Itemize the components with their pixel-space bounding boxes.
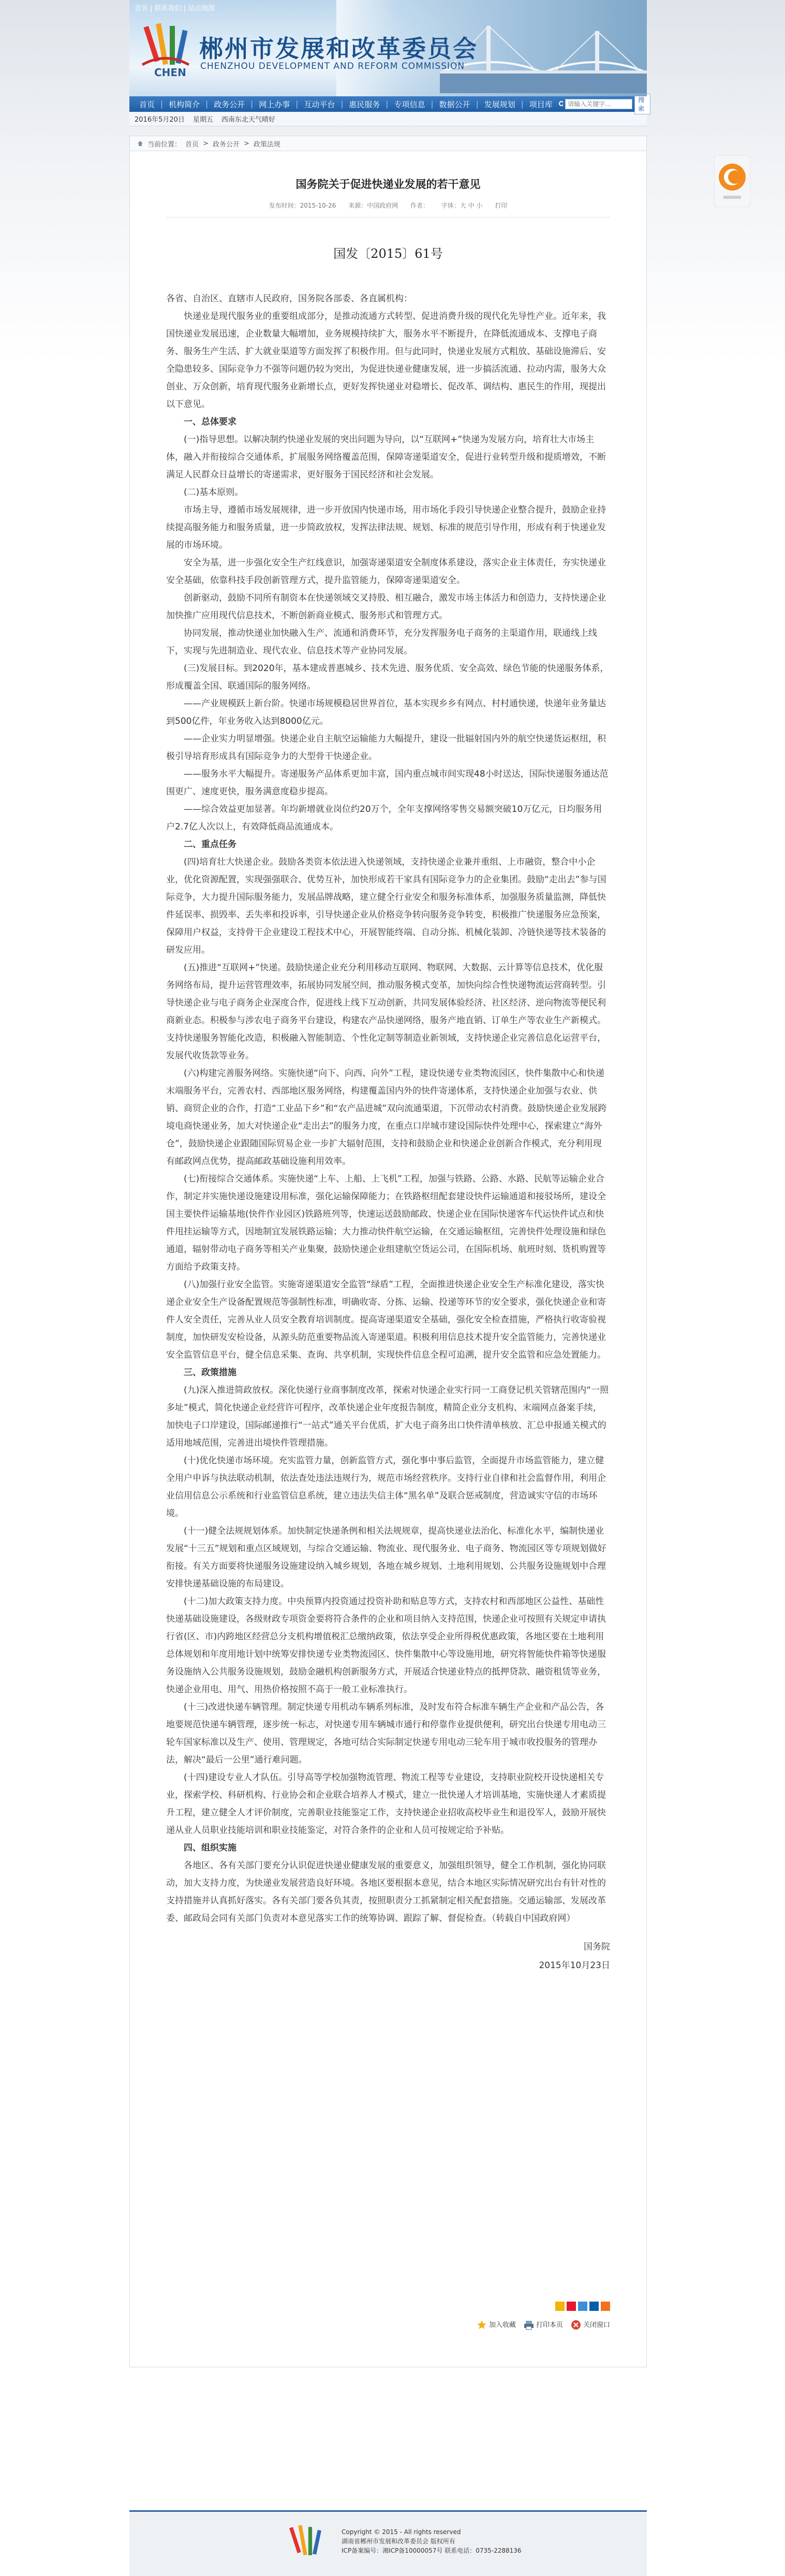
home-icon (137, 140, 143, 147)
article-paragraph: (十四)建设专业人才队伍。引导高等学校加强物流管理、物流工程等专业建设，支持职业院校开设快递相关专业，探索学校、科研机构、行业协会和企业联合培养人才模式，建立一批快递人才培训基地，实施快递人才素质提升工程，建立健全人才评价制度，完善职业技能鉴定工作，支持快递企业招收高校毕业生和退役军人，鼓励开展快递从业人员职业技能培训和职业技能鉴定，对符合条件的企业和人员可按规定给予补贴。 (166, 1772, 606, 1836)
search-button[interactable]: 搜索 (634, 94, 650, 114)
floating-badge-icon[interactable] (714, 155, 750, 207)
article-paragraph: ——产业规模跃上新台阶。快递市场规模稳居世界首位，基本实现乡乡有网点、村村通快递，快递年业务量达到500亿件，年业务收入达到8000亿元。 (166, 698, 606, 726)
article-container (129, 151, 647, 2367)
page-wrapper (129, 0, 647, 2367)
nav-item-home[interactable]: 首页 (139, 99, 155, 109)
article-paragraph: 快递业是现代服务业的重要组成部分，是推动流通方式转型、促进消费升级的现代化先导性产业。近年来，我国快递业发展迅速，企业数量大幅增加，业务规模持续扩大，服务水平不断提升，在降低流通成本、支撑电子商务、服务生产生活、扩大就业渠道等方面发挥了积极作用。但与此同时，快递业发展方式粗放、基础设施滞后、安全隐患较多、国际竞争力不强等问题仍较为突出，为促进快递业健康发展，进一步搞活流通、拉动内需，服务大众创业、万众创新，培育现代服务业新增长点，更好发挥快递业对稳增长、促改革、调结构、惠民生的作用，现提出以下意见。 (166, 311, 606, 410)
article-title: 国务院关于促进快递业发展的若干意见 (295, 178, 481, 191)
site-header (129, 0, 647, 96)
footer-sponsor: 湖南省郴州市发展和改革委员会 版权所有 (342, 2538, 455, 2545)
nav-item-special[interactable]: 专项信息 (394, 99, 425, 109)
share-renren-icon[interactable] (589, 2302, 599, 2311)
signature-issuer: 国务院 (584, 1942, 610, 1952)
breadcrumb-label: 当前位置： (147, 140, 182, 149)
footer-address: ICP备案编号：湘ICP备10000057号 联系电话：0735-2288136 (342, 2547, 522, 2554)
site-subtitle: CHENZHOU DEVELOPMENT AND REFORM COMMISSION (200, 61, 465, 71)
article-paragraph: (七)衔接综合交通体系。实施快递“上车、上船、上飞机”工程，加强与铁路、公路、水路、民航等运输企业合作，制定并实施快递设施建设用标准，强化运输保障能力；在铁路枢纽配套建设快件运输通道和接驳场所，建设全国主要快件运输基地(快件作业园区)铁路班列等，快速运送鼓励邮政、快递企业在国际快递客车代运快件试点和快件甩挂运输等方式，因地制宜发展铁路运输；大力推动快件航空运输，在交通运输枢纽，完善快件处理设施和绿色通道，辐射带动电子商务等相关产业集聚，鼓励快递企业组建航空货运公司，在国际机场、航班时刻、货机购置等方面给予政策支持。 (166, 1174, 606, 1272)
footer-copyright: Copyright © 2015 - All rights reserved (342, 2528, 461, 2536)
search-input[interactable] (565, 99, 632, 109)
article-paragraph: 各地区、各有关部门要充分认识促进快递业健康发展的重要意义，加强组织领导，健全工作机制，强化协同联动，加大支持力度，为快递业发展营造良好环境。各地区要根据本意见，结合本地区实际情况研究出台有针对性的支持措施并认真抓好落实。各有关部门要各负其责，按照职责分工抓紧制定相关配套措施。交通运输部、发展改革委、邮政局会同有关部门负责对本意见落实工作的统筹协调、跟踪了解、督促检查。（转载自中国政府网） (166, 1860, 606, 1924)
site-footer (129, 2510, 647, 2576)
article-paragraph: (九)深入推进简政放权。深化快递行业商事制度改革，探索对快递企业实行同一工商登记机关管辖范围内“一照多址”模式，简化快递企业经营许可程序，改革快递企业年度报告制度，精简企业分支机构、末端网点备案手续，加快电子口岸建设，国际邮递推行“一站式”通关平台优质，扩大电子商务出口快件清单核放、汇总申报通关模式的适用地域范围，完善进出境快件管理措施。 (166, 1385, 609, 1448)
main-nav: 首页 | 机构简介 | 政务公开 | 网上办事 | 互动平台 | 惠民服务 | 专项信息 | 数据公开 | 发展规划 | 项目库 请输入关键字… 搜索 (129, 96, 647, 112)
section-heading: 四、组织实施 (184, 1843, 236, 1853)
nav-item-data[interactable]: 数据公开 (439, 99, 470, 109)
article-paragraph: (三)发展目标。到2020年，基本建成普惠城乡、技术先进、服务优质、安全高效、绿色节能的快递服务体系，形成覆盖全国、联通国际的服务网络。 (166, 663, 609, 691)
share-weibo-icon[interactable] (567, 2302, 576, 2311)
article-paragraph: (一)指导思想。以解决制约快递业发展的突出问题为导向，以“互联网+”快递为发展方向，培育壮大市场主体，融入并衔接综合交通体系，扩展服务网络覆盖范围，保障寄递渠道安全，促进行业转型升级和提质增效，不断满足人民群众日益增长的寄递需求，更好服务于国民经济和社会发展。 (166, 434, 606, 480)
article-paragraph: (五)推进“互联网+”快递。鼓励快递企业充分利用移动互联网、物联网、大数据、云计算等信息技术，优化服务网络布局，提升运营管理效率，拓展协同发展空间，推动服务模式变革，加快向综合性快递物流运营商转型。引导快递企业与电子商务企业深度合作，促进线上线下互动创新，共同发展体验经济、社区经济、逆向物流等便民利商新业态。积极参与涉农电子商务平台建设，构建农产品快递网络，服务产地直销、订单生产等农业生产新模式。支持快递服务智能化改造，积极融入智能制造、个性化定制等制造业新领域，支持快递企业完善信息化运营平台，发展代收货款等业务。 (166, 963, 606, 1061)
breadcrumb-item[interactable]: 政策法规 (253, 140, 280, 149)
article-paragraph: 协同发展，推动快递业加快融入生产、流通和消费环节，充分发挥服务电子商务的主渠道作用，联通线上线下，实现与先进制造业、现代农业、信息技术等产业协同发展。 (166, 628, 597, 656)
article-paragraph: (六)构建完善服务网络。实施快递“向下、向西、向外”工程，建设快递专业类物流园区，快件集散中心和快递末端服务平台，完善农村、西部地区服务网络，构建覆盖国内外的快件寄递体系，支持快递企业加强与农业、供销、商贸企业的合作，打造“工业品下乡”和“农产品进城”双向流通渠道，下沉带动农村消费。鼓励快递企业发展跨境电商快递业务，加大对快递企业“走出去”的服务力度，在重点口岸城市建设国际快件处理中心，探索建立“海外仓”，鼓励快递企业跟随国际贸易企业一步扩大辐射范围，支持和鼓励企业和快递企业创新合作模式，充分利用现有邮政网点优势，提高邮政基础设施利用效率。 (166, 1068, 607, 1167)
article-paragraph: (二)基本原则。 (184, 487, 244, 498)
breadcrumb: 当前位置： 首页 > 政务公开 > 政策法规 (129, 136, 647, 151)
font-size-switch[interactable]: 字体：大 中 小 (441, 202, 483, 209)
article-paragraph: ——企业实力明显增强。快递企业自主航空运输能力大幅提升，建设一批辐射国内外的航空快递货运枢纽，积极引导培育形成具有国际竞争力的大型骨干快递企业。 (166, 734, 606, 762)
favorite-button[interactable]: 加入收藏 (476, 2319, 516, 2331)
logo-text: CHEN (154, 66, 186, 79)
article-paragraph: 创新驱动，鼓励不同所有制资本在快递领域交叉持股、相互融合，激发市场主体活力和创造力，支持快递企业加快推广应用现代信息技术，不断创新商业模式、服务形式和管理方式。 (166, 593, 606, 621)
search-icon (558, 100, 564, 108)
printer-icon (523, 2319, 535, 2331)
current-weekday: 星期五 (192, 116, 213, 124)
share-tencent-icon[interactable] (578, 2302, 587, 2311)
signature-date: 2015年10月23日 (539, 1960, 610, 1971)
print-link[interactable]: 打印 (495, 202, 508, 209)
section-heading: 一、总体要求 (184, 417, 236, 427)
article-paragraph: 安全为基，进一步强化安全生产红线意识，加强寄递渠道安全制度体系建设，落实企业主体责任，夯实快递业安全基础，依靠科技手段创新管理方式，提升监管能力，保障寄递渠道安全。 (166, 558, 606, 586)
article-body (166, 290, 610, 1927)
footer-logo (285, 2523, 326, 2565)
share-qzone-icon[interactable] (555, 2302, 565, 2311)
section-heading: 二、重点任务 (184, 839, 236, 850)
nav-item-online[interactable]: 网上办事 (259, 99, 290, 109)
article-paragraph: (十一)健全法规规划体系。加快制定快递条例和相关法规规章，提高快递业法治化、标准化水平，编制快递业发展“十三五”规划和重点区域规划，与综合交通运输、物流业、现代服务业、电子商务、物流园区等专项规划做好衔接。有关方面要将快递服务设施建设纳入城乡规划，各地在城乡规划、土地利用规划、公共服务设施规划中合理安排快递基础设施的布局建设。 (166, 1526, 606, 1589)
article-meta (166, 201, 610, 217)
search-box (558, 94, 650, 114)
star-icon (476, 2319, 487, 2331)
article-tools (476, 2319, 610, 2331)
nav-item-about[interactable]: 机构简介 (169, 99, 200, 109)
article-source: 来源：中国政府网 (348, 202, 398, 209)
article-paragraph: 市场主导，遵循市场发展规律，进一步开放国内快递市场，用市场化手段引导快递企业整合提升，鼓励企业持续提高服务能力和服务质量，进一步简政放权，发挥法律法规、规划、标准的规范引导作用，形成有利于快递业发展的市场环境。 (166, 505, 606, 550)
share-icons (555, 2302, 610, 2311)
article-paragraph: ——综合效益更加显著。年均新增就业岗位约20万个，全年支撑网络零售交易额突破10万亿元，日均服务用户2.7亿人次以上，有效降低商品流通成本。 (166, 804, 602, 832)
document-number: 国发〔2015〕61号 (333, 246, 443, 261)
section-heading: 三、政策措施 (184, 1367, 236, 1378)
article-date: 发布时间：2015-10-26 (269, 202, 336, 209)
article-paragraph: (四)培育壮大快递企业。鼓励各类资本依法进入快递领域，支持快递企业兼并重组、上市融资，整合中小企业，优化资源配置，实现强强联合、优势互补，加快形成若干家具有国际竞争力的企业集团。鼓励“走出去”参与国际竞争，大力提升国际服务能力，发展品牌战略，建立健全行业安全和服务标准体系，加强服务质量监测，降低快件延误率、损毁率、丢失率和投诉率，引导快递企业从价格竞争转向服务竞争转变，积极推广快递服务应急预案，保障用户权益，支持骨干企业建设工程技术中心，开展智能终端、自动分拣、机械化装卸、冷链快递等技术装备的研发应用。 (166, 857, 606, 955)
nav-item-public[interactable]: 政务公开 (214, 99, 245, 109)
close-icon (570, 2319, 582, 2331)
nav-item-interact[interactable]: 互动平台 (304, 99, 335, 109)
breadcrumb-item[interactable]: 首页 (185, 140, 199, 149)
current-date: 2016年5月20日 (135, 116, 185, 124)
close-window-button[interactable]: 关闭窗口 (570, 2319, 610, 2331)
weather-text: 西南东北天气晴好 (221, 116, 275, 124)
article-paragraph: ——服务水平大幅提升。寄递服务产品体系更加丰富，国内重点城市间实现48小时送达，国际快递服务通达范围更广、速度更快，服务满意度稳步提高。 (166, 769, 609, 797)
breadcrumb-item[interactable]: 政务公开 (212, 140, 240, 149)
article-paragraph: (十二)加大政策支持力度。中央预算内投资通过投资补助和贴息等方式，支持农村和西部地区公益性、基础性快递基础设施建设，各级财政专项资金要将符合条件的企业和项目纳入支持范围，快递企业可按照有关规定申请执行省(区、市)内跨地区经营总分支机构增值税汇总缴纳政策，依法享受企业所得税优惠政策，各地区要在土地利用总体规划和年度用地计划中统筹安排快递专业类物流园区、快件集散中心等设施用地，研究将智能快件箱等快递服务设施纳入公共服务设施规划，鼓励金融机构创新服务方式，开展适合快递业特点的抵押贷款、融资租赁等业务，快递企业用电、用气、用热价格按照不高于一般工业标准执行。 (166, 1596, 606, 1695)
share-more-icon[interactable] (601, 2302, 610, 2311)
article-paragraph: (八)加强行业安全监管。实施寄递渠道安全监管“绿盾”工程，全面推进快递企业安全生产标准化建设，落实快递企业安全生产设备配置规范等强制性标准，明确收寄、分拣、运输、投递等环节的安全要求，强化快递企业和寄件人安全责任，完善从业人员安全教育培训制度。提高寄递渠道安全基础，强化安全检查措施，严格执行收寄验视制度，加快研发安检设备，从源头防范重要物品流入寄递渠道。积极利用信息技术提升安全监管能力，完善快递业安全监管信息平台，健全信息采集、查询、共享机制，实现快件信息全程可追溯，提升安全监管和应急处置能力。 (166, 1279, 606, 1360)
nav-item-project[interactable]: 项目库 (529, 99, 553, 109)
header-topstrip[interactable]: 首页 | 联系我们 | 站点地图 (135, 5, 215, 12)
article-paragraph: (十)优化快递市场环境。充实监管力量，创新监管方式，强化事中事后监管，全面提升市场监管能力，建立健全用户申诉与执法联动机制，依法查处违法违规行为，规范市场经营秩序。支持行业自律和社会监督作用，利用企业信用信息公示系统和行业监管信息系统，建立违法失信主体“黑名单”及联合惩戒制度，营造诚实守信的市场环境。 (166, 1456, 606, 1519)
article-paragraph: (十三)改进快递车辆管理。制定快递专用机动车辆系列标准，及时发布符合标准车辆生产企业和产品公告，各地要规范快递车辆管理，逐步统一标志，对快递专用车辆城市通行和停靠作业提供便利，研究出台快递专用电动三轮车国家标准以及生产、使用、管理规定，各地可结合实际制定快递专用电动三轮车用于城市收投服务的管理办法，解决“最后一公里”通行难问题。 (166, 1702, 606, 1765)
nav-item-plan[interactable]: 发展规划 (484, 99, 515, 109)
print-button[interactable]: 打印本页 (523, 2319, 563, 2331)
article-paragraph: 各省、自治区、直辖市人民政府，国务院各部委、各直属机构： (166, 294, 412, 304)
footer-text (342, 2527, 522, 2555)
nav-item-service[interactable]: 惠民服务 (349, 99, 380, 109)
article-signature (166, 1938, 610, 1975)
article-author: 作者： (410, 202, 429, 209)
site-title: 郴州市发展和改革委员会 (199, 35, 478, 63)
